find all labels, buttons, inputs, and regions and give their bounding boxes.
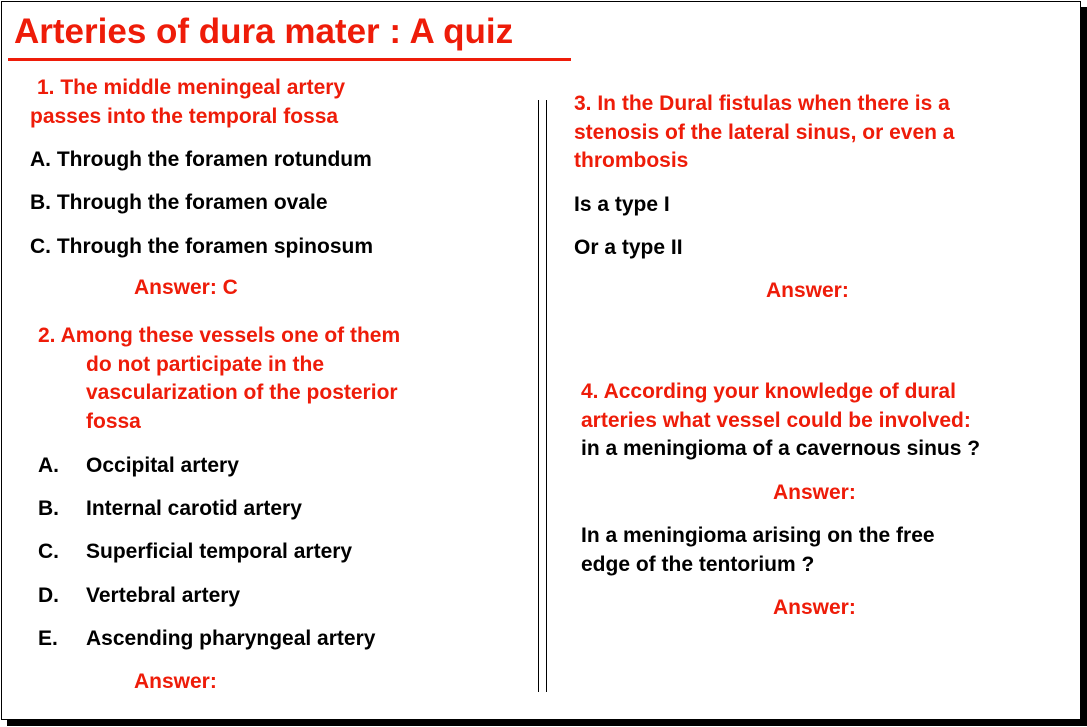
q4-question-line-2: arteries what vessel could be involved: xyxy=(581,409,971,432)
q4-subquestion-2-line-2: edge of the tentorium ? xyxy=(581,553,815,576)
q2-question-line-4: fossa xyxy=(86,410,141,433)
q2-option-c-text: Superficial temporal artery xyxy=(86,540,353,563)
q1-answer: Answer: C xyxy=(134,276,238,299)
q4-subquestion-2-line-1: In a meningioma arising on the free xyxy=(581,524,935,547)
q3-option-type-1: Is a type I xyxy=(574,193,670,216)
q3-answer: Answer: xyxy=(766,279,849,302)
q2-option-d-text: Vertebral artery xyxy=(86,584,241,607)
q4-answer-2: Answer: xyxy=(773,596,856,619)
q2-option-b-letter: B. xyxy=(38,497,59,520)
q4-subquestion-1: in a meningioma of a cavernous sinus ? xyxy=(581,437,981,460)
q2-question-line-2: do not participate in the xyxy=(86,353,325,376)
q2-answer: Answer: xyxy=(134,670,217,693)
q2-option-b-text: Internal carotid artery xyxy=(86,497,302,520)
q3-question-line-1: 3. In the Dural fistulas when there is a xyxy=(574,92,950,115)
q2-option-a-letter: A. xyxy=(38,454,59,477)
q2-question-line-1: 2. Among these vessels one of them xyxy=(38,324,401,347)
q1-question-line-1: 1. The middle meningeal artery xyxy=(37,76,346,99)
slide-title: Arteries of dura mater : A quiz xyxy=(14,12,514,51)
q4-answer-1: Answer: xyxy=(773,481,856,504)
column-divider-left xyxy=(538,100,539,692)
q3-question-line-3: thrombosis xyxy=(574,149,689,172)
q1-option-b: B. Through the foramen ovale xyxy=(30,191,328,214)
q2-option-a-text: Occipital artery xyxy=(86,454,239,477)
title-underline xyxy=(8,58,571,61)
q2-option-e-letter: E. xyxy=(38,627,58,650)
quiz-slide xyxy=(1,1,1081,720)
column-divider-right xyxy=(546,100,547,692)
q2-option-c-letter: C. xyxy=(38,540,59,563)
q2-option-e-text: Ascending pharyngeal artery xyxy=(86,627,376,650)
q3-option-type-2: Or a type II xyxy=(574,236,683,259)
q3-question-line-2: stenosis of the lateral sinus, or even a xyxy=(574,121,955,144)
q1-option-a: A. Through the foramen rotundum xyxy=(30,148,372,171)
q1-question-line-2: passes into the temporal fossa xyxy=(30,105,339,128)
q2-option-d-letter: D. xyxy=(38,584,59,607)
q1-option-c: C. Through the foramen spinosum xyxy=(30,235,374,258)
q2-question-line-3: vascularization of the posterior xyxy=(86,381,398,404)
q4-question-line-1: 4. According your knowledge of dural xyxy=(581,380,956,403)
